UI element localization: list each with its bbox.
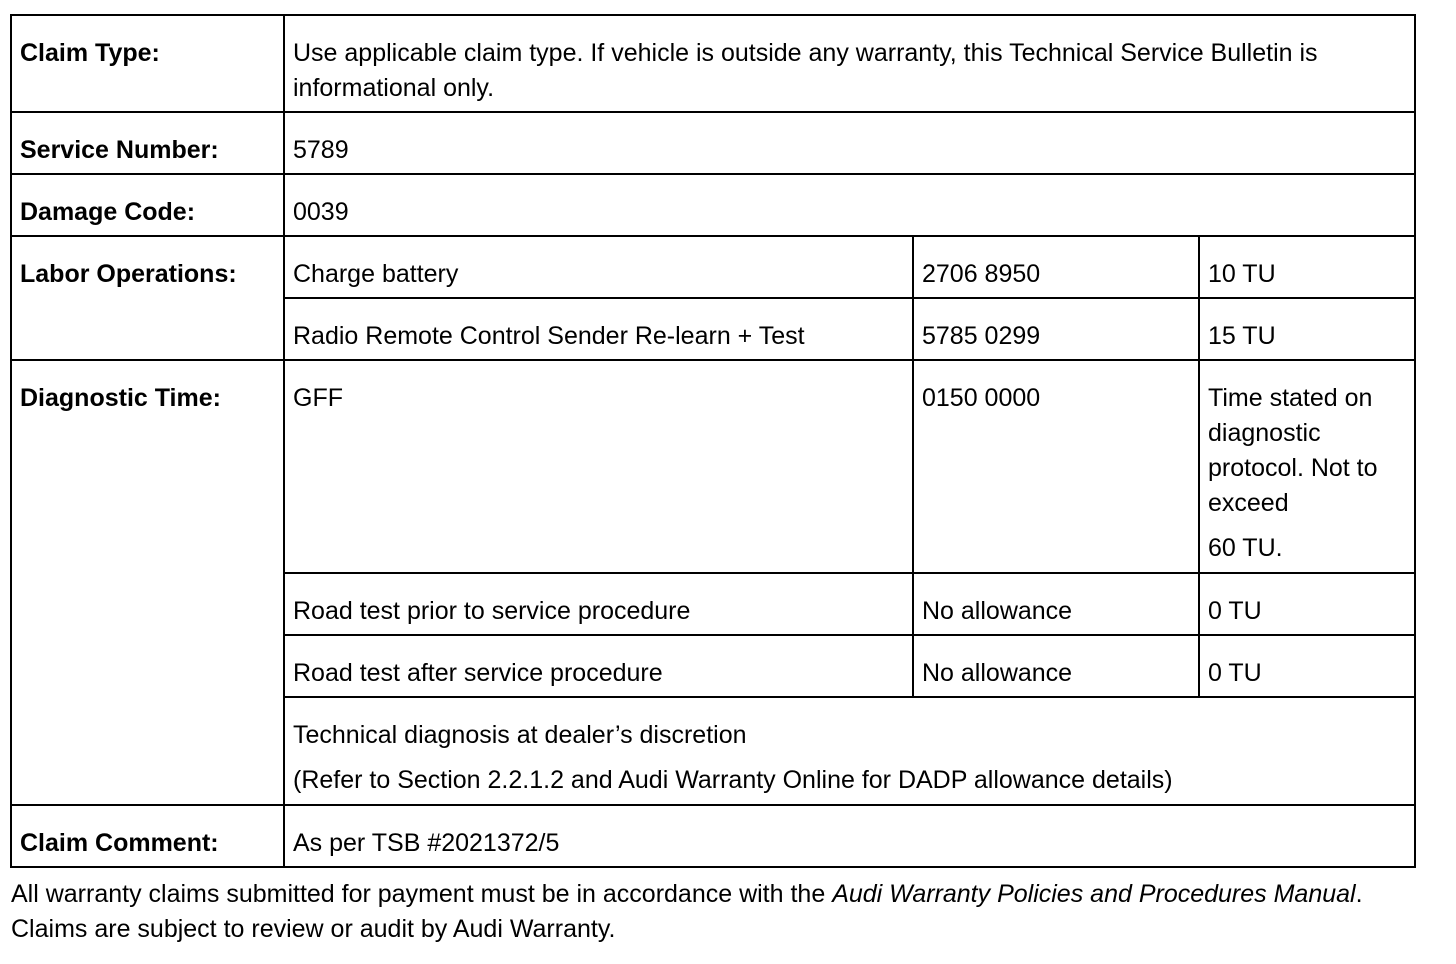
diagnostic-time-note: [1199, 360, 1415, 573]
service-number-value: 5789: [284, 112, 1415, 174]
diagnostic-code: No allowance: [913, 635, 1199, 697]
claim-type-value: Use applicable claim type. If vehicle is outside any warranty, this Technical Service Bulletin is informational only.: [284, 15, 1415, 112]
diagnostic-time-note-text: Time stated on diagnostic protocol. Not to exceed: [1208, 384, 1378, 517]
diagnostic-time: 0 TU: [1199, 635, 1415, 697]
labor-operation-row: [11, 236, 1415, 298]
labor-operation-time: 10 TU: [1199, 236, 1415, 298]
diagnostic-row: [11, 360, 1415, 573]
damage-code-row: [11, 174, 1415, 236]
labor-operations-label: Labor Operations:: [11, 236, 284, 360]
claim-comment-value: As per TSB #2021372/5: [284, 805, 1415, 867]
claim-type-label: Claim Type:: [11, 15, 284, 112]
warranty-footer-note: [11, 877, 1431, 947]
technical-diagnosis-text: Technical diagnosis at dealer’s discretion: [293, 721, 747, 749]
damage-code-value: 0039: [284, 174, 1415, 236]
labor-operation-description: Radio Remote Control Sender Re-learn + Test: [284, 298, 913, 360]
footer-text-after: . Claims are subject to review or audit by Audi Warranty.: [11, 880, 1363, 943]
technical-diagnosis-cell: [284, 697, 1415, 805]
labor-operation-description: Charge battery: [284, 236, 913, 298]
claim-comment-label: Claim Comment:: [11, 805, 284, 867]
service-number-label: Service Number:: [11, 112, 284, 174]
labor-operation-code: 5785 0299: [913, 298, 1199, 360]
diagnostic-description: Road test prior to service procedure: [284, 573, 913, 635]
diagnostic-code: 0150 0000: [913, 360, 1199, 573]
diagnostic-code: No allowance: [913, 573, 1199, 635]
footer-manual-title: Audi Warranty Policies and Procedures Manual: [832, 880, 1356, 908]
labor-operation-time: 15 TU: [1199, 298, 1415, 360]
diagnostic-time-limit: 60 TU.: [1208, 534, 1283, 562]
claim-comment-row: [11, 805, 1415, 867]
technical-diagnosis-reference: (Refer to Section 2.2.1.2 and Audi Warranty Online for DADP allowance details): [293, 766, 1173, 794]
diagnostic-time: 0 TU: [1199, 573, 1415, 635]
damage-code-label: Damage Code:: [11, 174, 284, 236]
diagnostic-time-label: Diagnostic Time:: [11, 360, 284, 805]
diagnostic-description: Road test after service procedure: [284, 635, 913, 697]
footer-text-before: All warranty claims submitted for payment must be in accordance with the: [11, 880, 833, 908]
claim-type-row: [11, 15, 1415, 112]
service-number-row: [11, 112, 1415, 174]
warranty-claim-table: [10, 14, 1416, 868]
labor-operation-code: 2706 8950: [913, 236, 1199, 298]
diagnostic-description: GFF: [284, 360, 913, 573]
